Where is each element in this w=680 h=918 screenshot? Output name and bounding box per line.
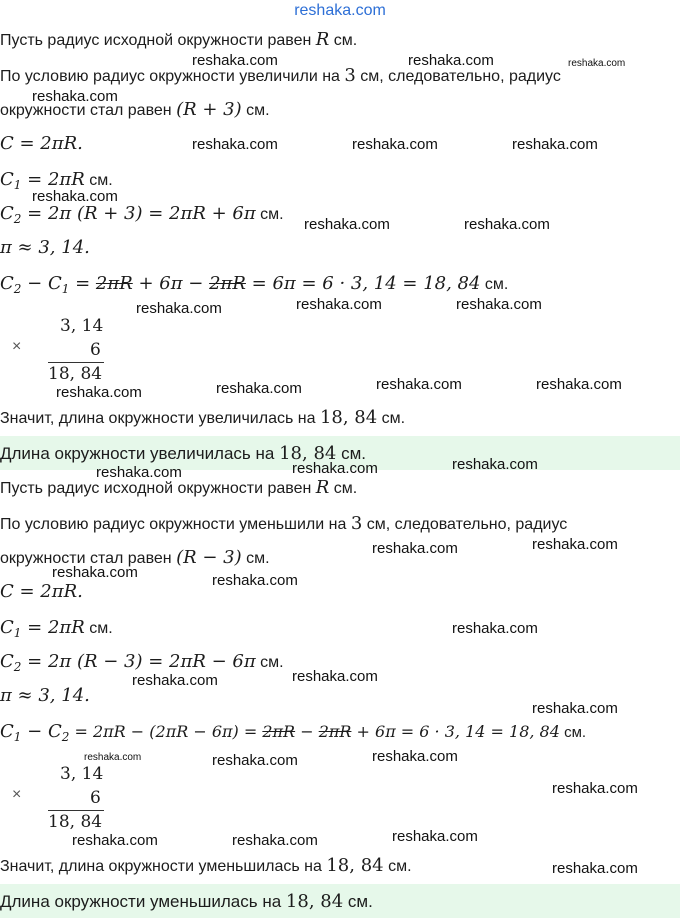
watermark: reshaka.com (372, 540, 458, 557)
text-line: окружности стал равен (R − 3) см. (0, 547, 270, 568)
watermark: reshaka.com (392, 828, 478, 845)
watermark: reshaka.com (216, 380, 302, 397)
formula-line: $C_1 = 2\pi R$ см. (0, 617, 113, 640)
answer-text: Длина окружности увеличилась на 18, 84 см. (0, 443, 366, 464)
formula-line: $C_2 - C_1 = 2\pi R + 6\pi - 2\pi R = 6\pi = 6 \cdot 3$, 14 = 18, 84 см. (0, 273, 509, 296)
watermark: reshaka.com (136, 300, 222, 317)
watermark: reshaka.com (452, 456, 538, 473)
column-multiplication (0, 764, 110, 834)
watermark: reshaka.com (456, 296, 542, 313)
column-multiplication (0, 316, 110, 386)
watermark: reshaka.com (232, 832, 318, 849)
multiplier: 6 (90, 788, 101, 808)
text-line: окружности стал равен (R + 3) см. (0, 99, 270, 120)
product: 18, 84 (48, 364, 103, 384)
watermark: reshaka.com (372, 748, 458, 765)
formula-line: C = 2πR. (0, 133, 83, 154)
text-line: Пусть радиус исходной окружности равен R см. (0, 477, 358, 498)
formula-line: π ≈ 3, 14. (0, 237, 90, 258)
formula-line: C = 2πR. (0, 581, 83, 602)
answer-text: Длина окружности уменьшилась на 18, 84 см. (0, 891, 373, 912)
product: 18, 84 (48, 812, 103, 832)
formula-line: $C_2 = 2\pi$ (R − 3) = 2πR − 6π см. (0, 651, 284, 674)
text-line: По условию радиус окружности уменьшили на 3 см, следовательно, радиус (0, 513, 568, 534)
watermark: reshaka.com (296, 296, 382, 313)
watermark: reshaka.com (84, 752, 142, 763)
result-bar (48, 810, 104, 811)
watermark: reshaka.com (304, 216, 390, 233)
watermark: reshaka.com (292, 460, 378, 477)
watermark: reshaka.com (568, 58, 626, 69)
watermark: reshaka.com (32, 88, 118, 105)
watermark: reshaka.com (376, 376, 462, 393)
watermark: reshaka.com (512, 136, 598, 153)
watermark: reshaka.com (192, 136, 278, 153)
watermark: reshaka.com (52, 564, 138, 581)
conclusion: Значит, длина окружности увеличилась на 18, 84 см. (0, 407, 406, 428)
text-line: Пусть радиус исходной окружности равен R см. (0, 29, 358, 50)
watermark: reshaka.com (132, 672, 218, 689)
formula-line: $C_1 = 2\pi R$ см. (0, 169, 113, 192)
multiply-sign: × (12, 786, 22, 803)
watermark: reshaka.com (552, 780, 638, 797)
watermark: reshaka.com (452, 620, 538, 637)
watermark: reshaka.com (72, 832, 158, 849)
watermark: reshaka.com (532, 536, 618, 553)
conclusion: Значит, длина окружности уменьшилась на 18, 84 см. (0, 855, 412, 876)
result-bar (48, 362, 104, 363)
formula-line: π ≈ 3, 14. (0, 685, 90, 706)
watermark: reshaka.com (32, 188, 118, 205)
watermark: reshaka.com (292, 668, 378, 685)
watermark: reshaka.com (212, 752, 298, 769)
watermark: reshaka.com (536, 376, 622, 393)
watermark: reshaka.com (192, 52, 278, 69)
multiplier: 6 (90, 340, 101, 360)
multiply-sign: × (12, 338, 22, 355)
watermark: reshaka.com (96, 464, 182, 481)
formula-line: $C_2 = 2\pi$ (R + 3) = 2πR + 6π см. (0, 203, 284, 226)
formula-line: $C_1 - C_2 = 2\pi R - (2\pi R - 6\pi) = 2\pi R - 2\pi R + 6\pi = 6 \cdot 3$, 14 = 18, 84 см. (0, 721, 587, 744)
watermark: reshaka.com (464, 216, 550, 233)
multiplicand: 3, 14 (60, 316, 104, 336)
watermark: reshaka.com (352, 136, 438, 153)
watermark: reshaka.com (56, 384, 142, 401)
text-line: По условию радиус окружности увеличили на 3 см, следовательно, радиус (0, 65, 561, 86)
watermark: reshaka.com (212, 572, 298, 589)
site-header[interactable]: reshaka.com (294, 2, 386, 19)
multiplicand: 3, 14 (60, 764, 104, 784)
watermark: reshaka.com (408, 52, 494, 69)
watermark: reshaka.com (552, 860, 638, 877)
watermark: reshaka.com (532, 700, 618, 717)
